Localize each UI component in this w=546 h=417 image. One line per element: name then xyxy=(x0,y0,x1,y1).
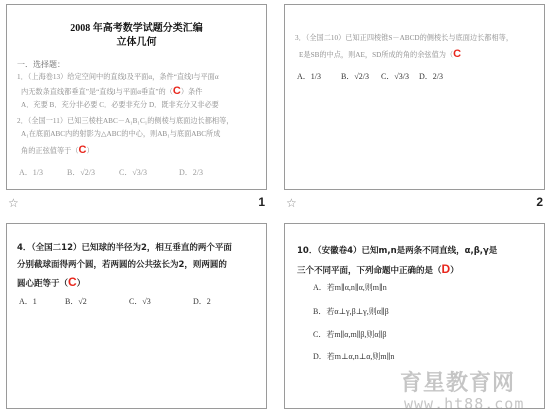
q10-line2: 三个不同平面，下列命题中正确的是（D） xyxy=(297,262,459,276)
slide-thumbnail-2[interactable] xyxy=(284,4,545,190)
q10-answer: D xyxy=(441,262,451,276)
slide-number: 2 xyxy=(536,195,543,209)
q4-line1: 4．（全国二12）已知球的半径为2，相互垂直的两个平面 xyxy=(17,243,232,253)
q3-line1: 3．（全国二10）已知正四棱锥S－ABCD的侧棱长与底面边长都相等， xyxy=(295,34,514,42)
q4-answer: C xyxy=(68,275,77,289)
q4-option-c: C．√3 xyxy=(129,297,151,306)
watermark-url: www.ht88.com xyxy=(404,395,525,413)
q3-option-c: C．√3/3 xyxy=(381,72,409,81)
q1-options: A．充要 B．充分非必要 C．必要非充分 D．既非充分又非必要 xyxy=(21,101,219,109)
slide-footer-2 xyxy=(284,196,546,212)
q2-option-a: A．1/3 xyxy=(19,168,43,177)
slide-thumbnail-3[interactable] xyxy=(6,223,267,409)
q1-line2: 内无数条直线都垂直”是“直线l与平面α垂直”的（C）条件 xyxy=(21,85,203,97)
q2-answer: C xyxy=(78,144,87,156)
q2-line1: 2．（全国一11）已知三棱柱ABC－A₁B₁C₁的侧棱与底面边长都相等， xyxy=(17,117,234,125)
q3-option-d: D．2/3 xyxy=(419,72,443,81)
q4-option-b: B．√2 xyxy=(65,297,87,306)
section-heading: 一．选择题： xyxy=(17,60,65,69)
q10-option-a: A．若m∥α,n∥α,则m∥n xyxy=(313,283,387,292)
slide-thumbnail-1[interactable] xyxy=(6,4,267,190)
slide-subtitle: 立体几何 xyxy=(116,37,157,48)
q10-line1: 10．（安徽卷4）已知m,n是两条不同直线，α,β,γ是 xyxy=(297,246,498,256)
q10-option-d: D．若m⊥α,n⊥α,则m∥n xyxy=(313,352,395,361)
star-icon[interactable]: ☆ xyxy=(286,196,297,210)
q3-option-a: A．1/3 xyxy=(297,72,321,81)
slide-title: 2008 年高考数学试题分类汇编 xyxy=(70,23,203,34)
q2-option-b: B．√2/3 xyxy=(67,168,95,177)
q2-option-c: C．√3/3 xyxy=(119,168,147,177)
q2-line3: 角的正弦值等于（C） xyxy=(21,144,94,156)
q2-line2: A₁在底面ABC内的射影为△ABC的中心，则AB₁与底面ABC所成 xyxy=(21,130,221,138)
q10-option-c: C．若m∥α,m∥β,则α∥β xyxy=(313,330,387,339)
q1-line1: 1．（上海卷13）给定空间中的直线l及平面α，条件“直线l与平面α xyxy=(17,73,219,81)
q2-option-d: D．2/3 xyxy=(179,168,203,177)
star-icon[interactable]: ☆ xyxy=(8,196,19,210)
q4-option-a: A．1 xyxy=(19,297,37,306)
q3-option-b: B．√2/3 xyxy=(341,72,369,81)
q4-line3: 圆心距等于（C） xyxy=(17,275,86,289)
watermark-logo-text: 育星教育网 xyxy=(400,371,516,396)
q4-option-d: D．2 xyxy=(193,297,211,306)
slide-number: 1 xyxy=(258,195,265,209)
slide-footer-1 xyxy=(6,196,271,212)
q3-line2: E是SB的中点，则AE，SD所成的角的余弦值为（C xyxy=(299,48,462,60)
q10-option-b: B．若α⊥γ,β⊥γ,则α∥β xyxy=(313,307,389,316)
q4-line2: 分别截球面得两个圆，若两圆的公共弦长为2，则两圆的 xyxy=(17,260,227,270)
q1-answer: C xyxy=(172,85,181,97)
q3-answer: C xyxy=(453,48,462,60)
